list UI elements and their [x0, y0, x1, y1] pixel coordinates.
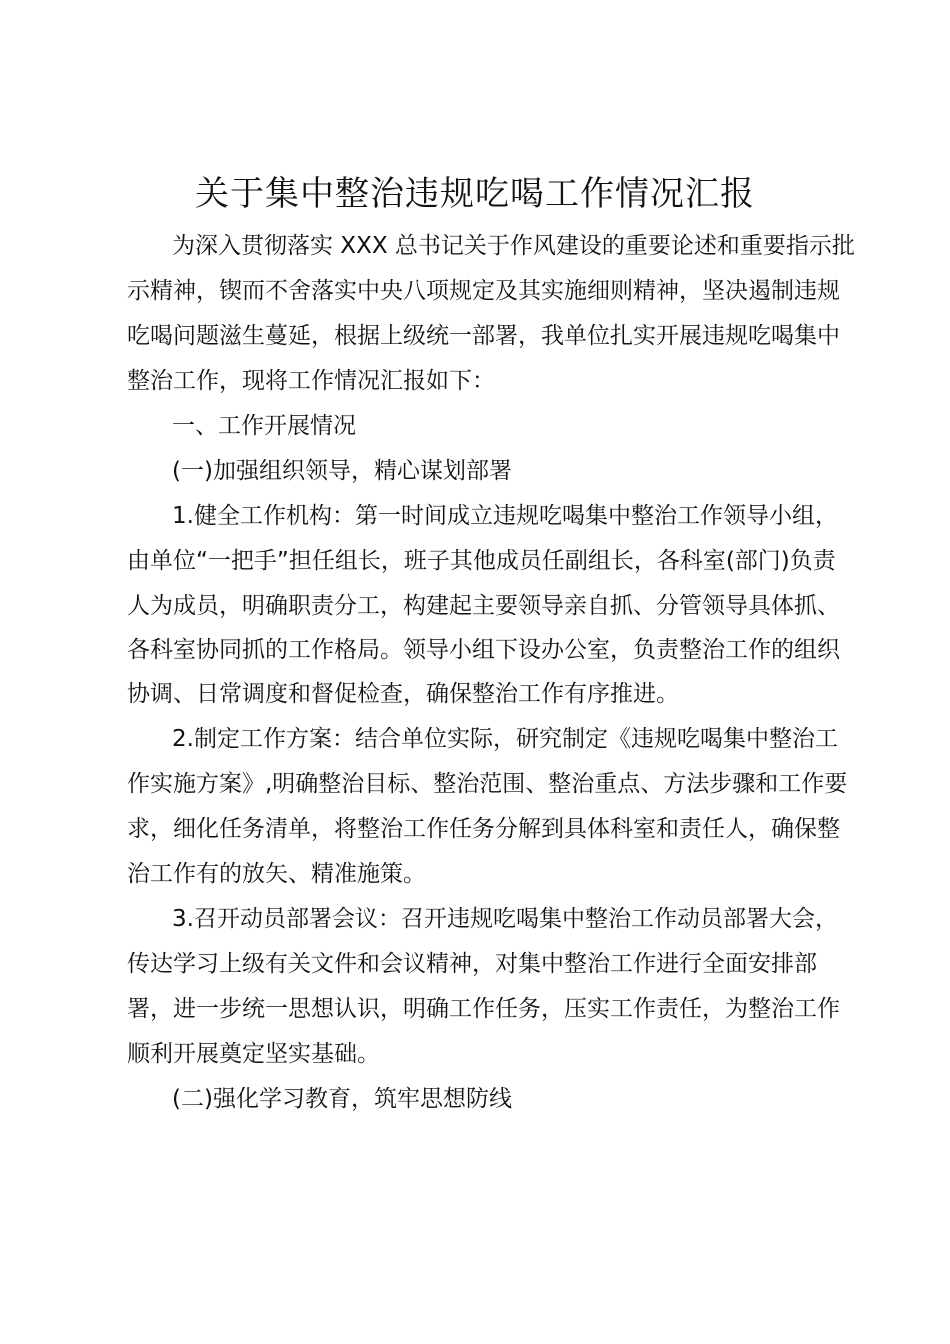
paragraph-line: 由单位“一把手”担任组长，班子其他成员任副组长，各科室(部门)负责 [127, 548, 836, 574]
paragraph-line: 1.健全工作机构：第一时间成立违规吃喝集中整治工作领导小组， [172, 503, 838, 529]
paragraph-line: 吃喝问题滋生蔓延，根据上级统一部署，我单位扎实开展违规吃喝集中 [127, 323, 840, 349]
subsection-heading: (二)强化学习教育，筑牢思想防线 [172, 1086, 512, 1112]
paragraph-line: 为深入贯彻落实 XXX 总书记关于作风建设的重要论述和重要指示批 [172, 233, 855, 259]
paragraph-line: 2.制定工作方案：结合单位实际，研究制定《违规吃喝集中整治工 [172, 726, 838, 752]
paragraph-line: 各科室协同抓的工作格局。领导小组下设办公室，负责整治工作的组织 [127, 637, 840, 663]
paragraph-line: 示精神，锲而不舍落实中央八项规定及其实施细则精神，坚决遏制违规 [127, 278, 840, 304]
section-heading: 一、工作开展情况 [172, 413, 356, 439]
subsection-heading: (一)加强组织领导，精心谋划部署 [172, 458, 512, 484]
paragraph-line: 3.召开动员部署会议：召开违规吃喝集中整治工作动员部署大会， [172, 906, 838, 932]
paragraph-line: 作实施方案》,明确整治目标、整治范围、整治重点、方法步骤和工作要 [127, 771, 848, 797]
document-title: 关于集中整治违规吃喝工作情况汇报 [195, 174, 755, 214]
paragraph-line: 整治工作，现将工作情况汇报如下： [127, 368, 495, 394]
paragraph-line: 顺利开展奠定坚实基础。 [127, 1041, 380, 1067]
paragraph-line: 人为成员，明确职责分工，构建起主要领导亲自抓、分管领导具体抓、 [127, 593, 840, 619]
paragraph-line: 治工作有的放矢、精准施策。 [127, 861, 426, 887]
paragraph-line: 协调、日常调度和督促检查，确保整治工作有序推进。 [127, 681, 679, 707]
paragraph-line: 署，进一步统一思想认识，明确工作任务，压实工作责任，为整治工作 [127, 996, 840, 1022]
paragraph-line: 求，细化任务清单，将整治工作任务分解到具体科室和责任人，确保整 [127, 816, 840, 842]
paragraph-line: 传达学习上级有关文件和会议精神，对集中整治工作进行全面安排部 [127, 951, 817, 977]
